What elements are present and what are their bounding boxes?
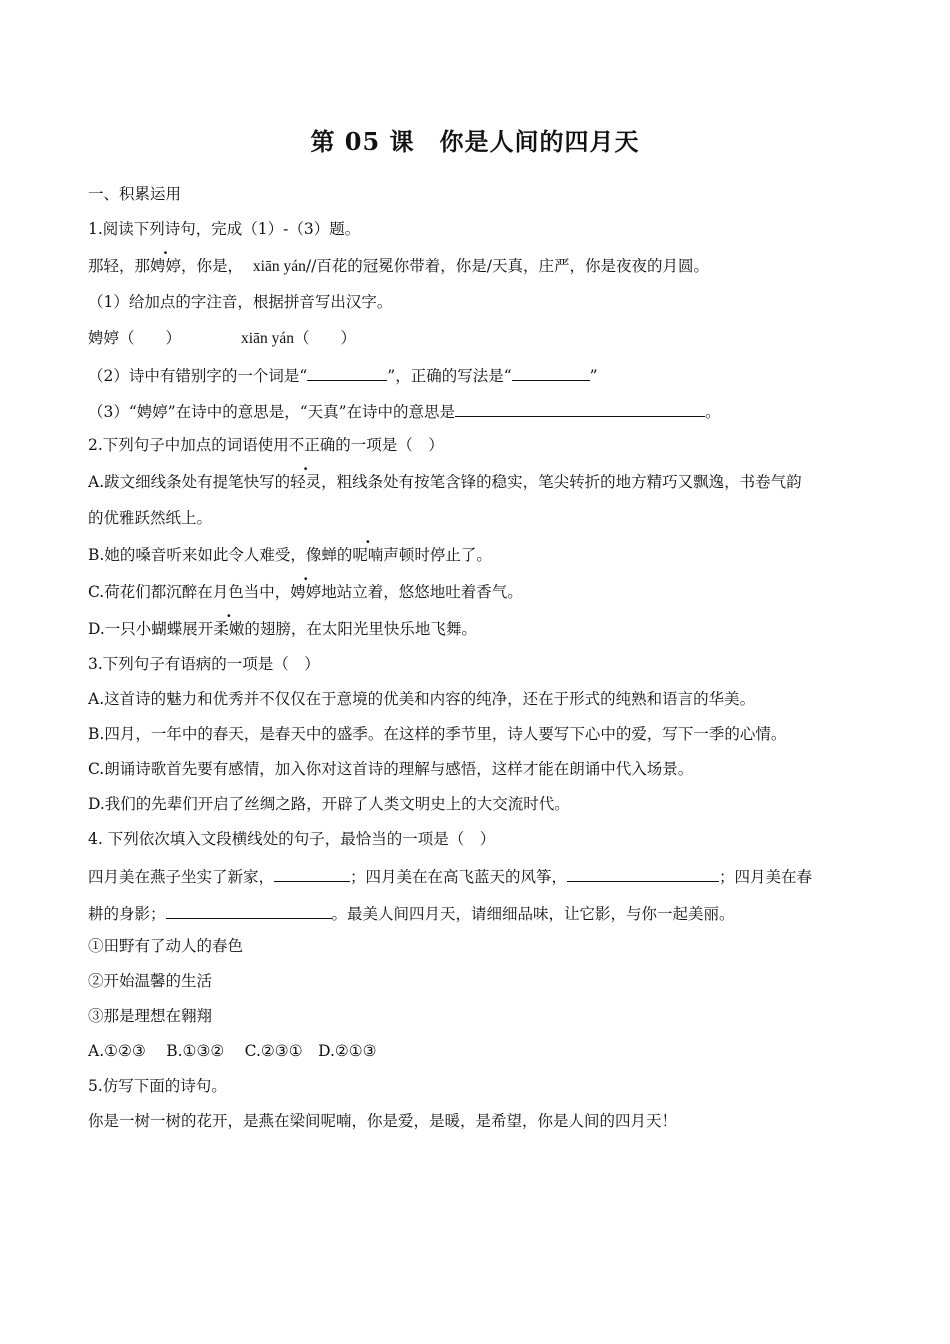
q4-choices: A.①②③ B.①③② C.②③① D.②①③ bbox=[88, 1042, 377, 1060]
q2-stem: 2.下列句子中加点的词语使用不正确的一项是（ ） bbox=[88, 436, 444, 454]
section-heading: 一、积累运用 bbox=[88, 185, 182, 203]
answer-blank[interactable] bbox=[567, 865, 719, 882]
q3-option-d: D.我们的先辈们开启了丝绸之路，开辟了人类文明史上的大交流时代。 bbox=[88, 795, 570, 813]
q5-text: 你是一树一树的花开，是燕在梁间呢喃，你是爱，是暖，是希望，你是人间的四月天！ bbox=[88, 1112, 678, 1130]
answer-blank[interactable] bbox=[512, 364, 590, 381]
q2-option-a-cont: 的优雅跃然纸上。 bbox=[88, 509, 213, 527]
q4-passage-line2: 耕的身影； 。最美人间四月天，请细细品味，让它影，与你一起美丽。 bbox=[88, 902, 888, 924]
q4-stem: 4. 下列依次填入文段横线处的句子，最恰当的一项是（ ） bbox=[88, 830, 496, 848]
dotted-word: 柔嫩 bbox=[213, 620, 245, 638]
dotted-word: 娉婷 bbox=[290, 583, 322, 601]
q3-option-b: B.四月，一年中的春天，是春天中的盛季。在这样的季节里，诗人要写下心中的爱，写下一季的心情。 bbox=[88, 725, 787, 743]
q3-stem: 3.下列句子有语病的一项是（ ） bbox=[88, 655, 320, 673]
q4-sentence-2: ②开始温馨的生活 bbox=[88, 972, 213, 990]
answer-blank[interactable] bbox=[455, 400, 705, 417]
q1-stem: 1.阅读下列诗句，完成（1）-（3）题。 bbox=[88, 220, 361, 238]
q4-sentence-1: ①田野有了动人的春色 bbox=[88, 937, 244, 955]
q2-option-a: A.跋文细线条处有提笔快写的轻灵，粗线条处有按笔含锋的稳实，笔尖转折的地方精巧又飘逸，书卷气韵 bbox=[88, 473, 802, 491]
q1-sub1: （1）给加点的字注音，根据拼音写出汉字。 bbox=[88, 293, 393, 311]
q4-passage-line1: 四月美在燕子坐实了新家， ；四月美在在高飞蓝天的风筝， ；四月美在春 bbox=[88, 865, 888, 887]
q1-poem: 那轻，那娉婷，你是， xiān yán//百花的冠冕你带着，你是/天真，庄严，你是夜夜的月圆。 bbox=[88, 257, 710, 275]
answer-blank[interactable] bbox=[166, 902, 332, 919]
q1-sub2: （2）诗中有错别字的一个词是“ ”，正确的写法是“ ” bbox=[88, 364, 888, 386]
q4-sentence-3: ③那是理想在翱翔 bbox=[88, 1007, 213, 1025]
q3-option-c: C.朗诵诗歌首先要有感情，加入你对这首诗的理解与感悟，这样才能在朗诵中代入场景。 bbox=[88, 760, 694, 778]
answer-blank[interactable] bbox=[307, 364, 387, 381]
q3-option-a: A.这首诗的魅力和优秀并不仅仅在于意境的优美和内容的纯净，还在于形式的纯熟和语言的华美。 bbox=[88, 690, 756, 708]
dotted-word: 呢喃 bbox=[352, 546, 384, 564]
q1-sub3: （3）“娉婷”在诗中的意思是，“天真”在诗中的意思是 。 bbox=[88, 400, 888, 422]
answer-blank[interactable] bbox=[274, 865, 350, 882]
dotted-word: 娉婷 bbox=[150, 257, 182, 275]
page-title: 第 05 课 你是人间的四月天 bbox=[310, 127, 640, 156]
dotted-word: 轻灵 bbox=[290, 473, 322, 491]
q2-option-c: C.荷花们都沉醉在月色当中，娉婷地站立着，悠悠地吐着香气。 bbox=[88, 583, 523, 601]
q2-option-d: D.一只小蝴蝶展开柔嫩的翅膀，在太阳光里快乐地飞舞。 bbox=[88, 620, 477, 638]
q5-stem: 5.仿写下面的诗句。 bbox=[88, 1077, 227, 1095]
q2-option-b: B.她的嗓音听来如此令人难受，像蝉的呢喃声顿时停止了。 bbox=[88, 546, 492, 564]
q1-sub1-answers: 娉婷（ ） xiān yán（ ） bbox=[88, 329, 356, 347]
